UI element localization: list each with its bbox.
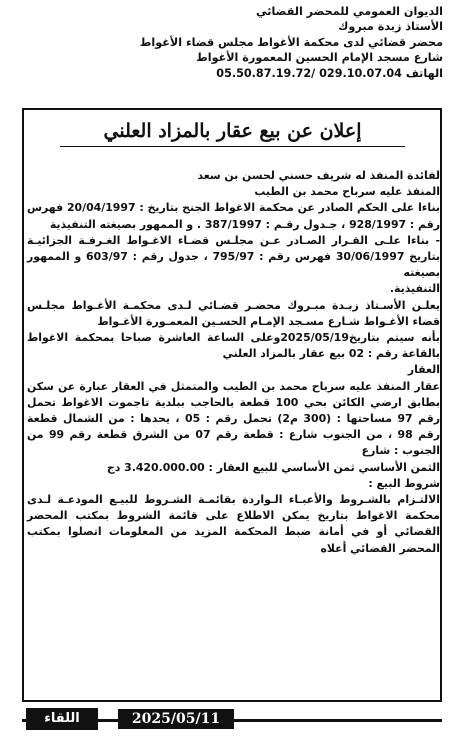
office-name: الديوان العمومي للمحضر القضائي <box>255 5 443 18</box>
property-description: عقار المنفذ عليه سرباح محمد بن الطيب والمتمثل في العقار عبارة عن سكن بطابق ارضي الكائن بحي 100 قطعة بالحاجب ببلدية تاجموت الاغواط تحمل رقم 97 مساحتها : (300 م2) تحمل رقم : 05 ، يحدها : من الشمال قطعة رقم 98 ، من الجنوب شارع : قطعة رقم 07 من الشرق قطعة رقم 99 من الجنوب : شارع <box>27 379 441 458</box>
court-judgment-paragraph: بناءا على الحكم الصادر عن محكمة الاغواط الجنح بتاريخ : 20/04/1997 فهرس رقم : 928/1997 ، جـدول رقـم : 387/1997 . و الممهور بصيغته التنفيذية <box>27 201 440 231</box>
newspaper-name-badge: اللقاء <box>26 708 98 730</box>
appeal-decision-paragraph: - بناءا علـى القـرار الصـادر عـن مجلـس قضـاء الاغـواط الغـرفـة الجزائيـة بتاريخ 30/06/1997 فهرس رقم : 795/97 ، جدول رقم : 603/97 و الممهور بصيغته <box>27 233 440 280</box>
sale-conditions-heading: شروط البيع : <box>368 476 440 490</box>
office-phone <box>13 66 443 81</box>
sale-conditions-text: الالتـزام بالشـروط والأعبـاء الـواردة بقائمـة الشـروط للبيـع المودعـة لـدى محكمة الاغواط بتاريخ يمكن الاطلاع على قائمة الشروط بمكتب المحضر القضائي أو في أمانة ضبط المحكمة المزيد من المعلومات اتصلوا بمكتب المحضر القضائي أعلاه <box>27 493 440 555</box>
notice-body <box>27 168 440 557</box>
phone-number: 05.50.87.19.72/ 029.10.07.04 <box>216 66 402 80</box>
creditor-line: لفائدة المنفذ له شريف حسني لحسن بن سعد <box>197 169 440 182</box>
publication-date-badge: 2025/05/11 <box>118 709 234 729</box>
bailiff-office-header <box>13 4 443 81</box>
bailiff-name: الأستاذ زبدة مبروك <box>338 20 443 34</box>
notice-title: إعلان عن بيع عقار بالمزاد العلني <box>60 120 405 147</box>
office-address: شارع مسجد الإمام الحسين المعمورة الأغواط <box>196 51 443 65</box>
publication-footer <box>22 708 442 732</box>
base-price-line: الثمن الأساسي ثمن الأساسي للبيع العقار : 3.420.000.00 دج <box>106 460 440 474</box>
debtor-line: المنفذ عليه سرباح محمد بن الطيب <box>254 185 440 199</box>
phone-label: الهاتف <box>405 66 443 80</box>
announcement-paragraph: يعلـن الأسـتاذ زبـدة مبـروك محضـر قضـائي لـدى محكمـة الأغـواط مجلـس قضاء الأغـواط شـارع مسـجد الإمـام الحسـين المعمـورة الأغـواط <box>27 298 440 328</box>
property-heading: العقار <box>407 363 440 377</box>
bailiff-jurisdiction: محضر قضائي لدى محكمة الأغواط مجلس قضاء الأغواط <box>139 35 443 49</box>
auction-date-paragraph: بأنه سيتم بتاريخ2025/05/19وعلى الساعة العاشرة صباحا بمحكمة الاغواط بالقاعة رقم : 02 بيع عقار بالمزاد العلني <box>27 331 440 361</box>
executory-formula-line: التنفيذية. <box>389 282 440 296</box>
